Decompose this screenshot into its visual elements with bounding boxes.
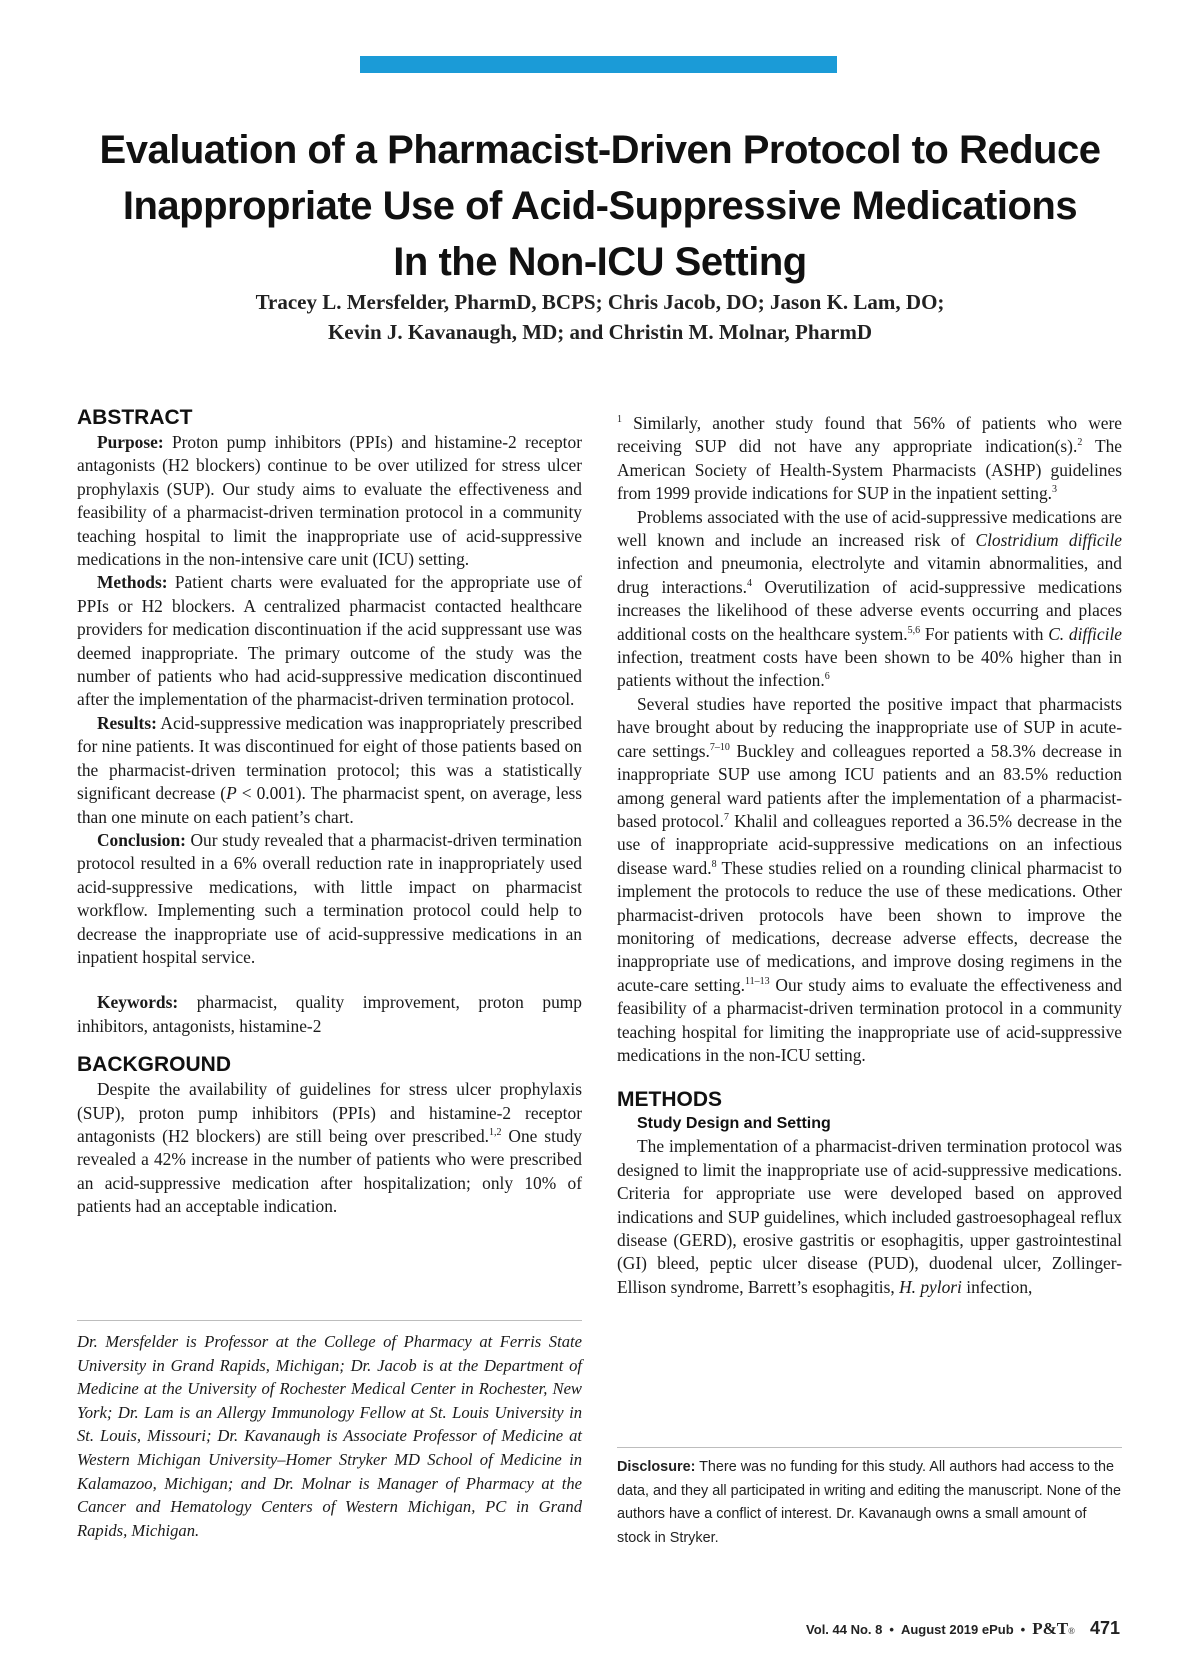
journal-name [1032,1619,1075,1639]
reference-mark: 2 [1077,437,1083,449]
reference-mark: 4 [746,577,752,589]
text-run: Our study aims to evaluate the effectiveness and feasibility of a pharmacist-driven termination protocol in a community teaching hospital for limiting the inappropriate use of acid-suppressive medications in the non-ICU setting. [617,974,1122,1065]
reference-mark: 6 [824,671,830,683]
left-column [77,405,582,1219]
text-run: infection, [961,1276,1033,1297]
author-list [60,287,1140,347]
methods-label: Methods: [97,572,168,593]
disclosure-label: Disclosure: [617,1459,696,1475]
italic-term: C. difficile [1048,623,1122,644]
keywords-label: Keywords: [97,992,179,1013]
footnote-divider [77,1320,582,1321]
keywords-text: pharmacist, quality improvement, proton pump inhibitors, antagonists, histamine-2 [77,992,582,1036]
reference-mark: 11–13 [744,975,770,987]
reference-mark: 3 [1052,484,1058,496]
volume-issue: Vol. 44 No. 8 [806,1622,883,1637]
text-run: For patients with [920,623,1049,644]
text-run: The American Society of Health-System Pharmacists (ASHP) guidelines from 1999 provide indications for SUP in the inpatient setting. [617,436,1122,504]
reference-mark: 1 [617,414,622,425]
issue-date: August 2019 ePub [900,1622,1014,1637]
methods-subheading: Study Design and Setting [637,1115,831,1133]
italic-term: Clostridium difficile [975,530,1122,551]
results-label: Results: [97,712,157,733]
text-run: Buckley and colleagues reported a 58.3% decrease in inappropriate SUP use among ICU patients and an 83.5% reduction among general ward patients after the implementation of a pharmacist-based protocol. [617,740,1122,831]
text-run: Problems associated with the use of acid-suppressive medications are well known and include an increased risk of [617,506,1122,551]
methods-heading: METHODS [617,1088,722,1112]
article-title [60,122,1140,290]
italic-term: H. pylori [899,1276,962,1297]
purpose-label: Purpose: [97,432,164,452]
reference-mark: 7 [724,811,729,823]
abstract-methods [77,571,582,711]
disclosure-divider [617,1447,1122,1448]
page-footer [806,1618,1120,1639]
reference-mark: 7–10 [709,741,730,753]
text-run: Overutilization of acid-suppressive medications increases the likelihood of these adverse events occurring and places additional costs on the healthcare system. [617,576,1123,644]
registered-mark: ® [1068,1626,1075,1636]
text-run: One study revealed a 42% increase in the number of patients who were prescribed an acid-suppressive medication after hospitalization; only 10% of patients had an acceptable indication. [77,1125,582,1217]
text-run: infection, treatment costs have been shown to be 40% higher than in patients without the infection. [617,647,1122,691]
background-heading: BACKGROUND [77,1053,231,1077]
methods-text: Patient charts were evaluated for the appropriate use of PPIs or H2 blockers. A centralized pharmacist contacted healthcare providers for medication discontinuation if the acid suppressant use was deemed inappropriate. The primary outcome of the study was the number of patients who had acid-suppressive medication discontinued after the implementation of the pharmacist-driven termination protocol. [77,572,582,710]
bullet-separator: • [1020,1622,1026,1637]
background-paragraph-continued [617,412,1122,506]
title-line: Evaluation of a Pharmacist-Driven Protocol to Reduce [99,128,1101,172]
text-run: Khalil and colleagues reported a 36.5% decrease in the use of inappropriate acid-suppressive medications on an infectious disease ward. [617,810,1123,878]
journal-logo-text: P&T [1032,1619,1069,1638]
author-line: Tracey L. Mersfelder, PharmD, BCPS; Chris Jacob, DO; Jason K. Lam, DO; [255,290,945,314]
abstract-keywords [77,991,582,1038]
results-text-end: < 0.001). The pharmacist spent, on average, less than one minute on each patient’s chart. [77,783,582,827]
reference-mark: 5,6 [907,624,921,636]
text-run: infection and pneumonia, electrolyte and vitamin abnormalities, and drug interactions. [617,553,1122,597]
conclusion-label: Conclusion: [97,829,186,850]
methods-paragraph [617,1135,1122,1299]
accent-bar [360,56,837,73]
title-line: In the Non-ICU Setting [393,240,807,284]
text-run: The implementation of a pharmacist-driven termination protocol was designed to limit the inappropriate use of acid-suppressive medications. Criteria for appropriate use were developed based on approved indications and SUP guidelines, which included gastroesophageal reflux disease (GERD), erosive gastritis or esophagitis, upper gastrointestinal (GI) bleed, peptic ulcer disease (PUD), duodenal ulcer, Zollinger-Ellison syndrome, Barrett’s esophagitis, [617,1136,1122,1297]
p-value-symbol: P [226,783,237,804]
results-text: Acid-suppressive medication was inappropriately prescribed for nine patients. It was discontinued for eight of those patients based on the pharmacist-driven termination protocol; this was a statistically significant decrease ( [77,712,582,804]
abstract-heading: ABSTRACT [77,406,193,429]
right-column [617,412,1122,1299]
abstract-conclusion [77,829,582,969]
background-paragraph [617,693,1122,1068]
purpose-text: Proton pump inhibitors (PPIs) and histamine-2 receptor antagonists (H2 blockers) continue to be over utilized for stress ulcer prophylaxis (SUP). Our study aims to evaluate the effectiveness and feasibility of a pharmacist-driven termination protocol in a community teaching hospital to limit the inappropriate use of acid-suppressive medications in the non-intensive care unit (ICU) setting. [77,432,582,570]
title-line: Inappropriate Use of Acid-Suppressive Medications [122,184,1078,228]
text-run: Similarly, another study found that 56% of patients who were receiving SUP did not have any appropriate indication(s). [617,413,1122,457]
text-run: These studies relied on a rounding clinical pharmacist to implement the protocols to reduce the use of these medications. Other pharmacist-driven protocols have been shown to improve the monitoring of medications, decrease adverse effects, decrease the inappropriate use of medications, and improve dosing regimens in the acute-care setting. [617,857,1123,995]
text-run: Several studies have reported the positive impact that pharmacists have brought about by reducing the inappropriate use of SUP in acute-care settings. [617,693,1122,761]
conclusion-text: Our study revealed that a pharmacist-driven termination protocol resulted in a 6% overall reduction rate in inappropriately used acid-suppressive medications, with little impact on pharmacist workflow. Implementing such a termination protocol could help to decrease the inappropriate use of acid-suppressive medications in an inpatient hospital service. [77,829,582,967]
abstract-purpose [77,431,582,571]
author-affiliations: Dr. Mersfelder is Professor at the College of Pharmacy at Ferris State University in Grand Rapids, Michigan; Dr. Jacob is at the Department of Medicine at the University of Rochester Medical Center in Rochester, New York; Dr. Lam is an Allergy Immunology Fellow at St. Louis University in St. Louis, Missouri; Dr. Kavanaugh is Associate Professor of Medicine at Western Michigan University–Homer Stryker MD School of Medicine in Kalamazoo, Michigan; and Dr. Molnar is Manager of Pharmacy at the Cancer and Hematology Centers of Western Michigan, PC in Grand Rapids, Michigan. [77,1332,582,1540]
disclosure-note [617,1456,1122,1550]
background-paragraph [77,1078,582,1218]
reference-mark: 1,2 [489,1126,502,1138]
author-line: Kevin J. Kavanaugh, MD; and Christin M. Molnar, PharmD [327,320,873,344]
bullet-separator: • [889,1622,894,1637]
background-paragraph [617,506,1122,693]
abstract-results [77,712,582,829]
reference-mark: 8 [711,858,717,870]
text-run: Despite the availability of guidelines for stress ulcer prophylaxis (SUP), proton pump inhibitors (PPIs) and histamine-2 receptor antagonists (H2 blockers) are still being over prescribed. [77,1079,582,1146]
page-number: 471 [1089,1618,1120,1638]
disclosure-text: There was no funding for this study. All authors had access to the data, and they all participated in writing and editing the manuscript. None of the authors have a conflict of interest. Dr. Kavanaugh owns a small amount of stock in Stryker. [617,1459,1121,1546]
